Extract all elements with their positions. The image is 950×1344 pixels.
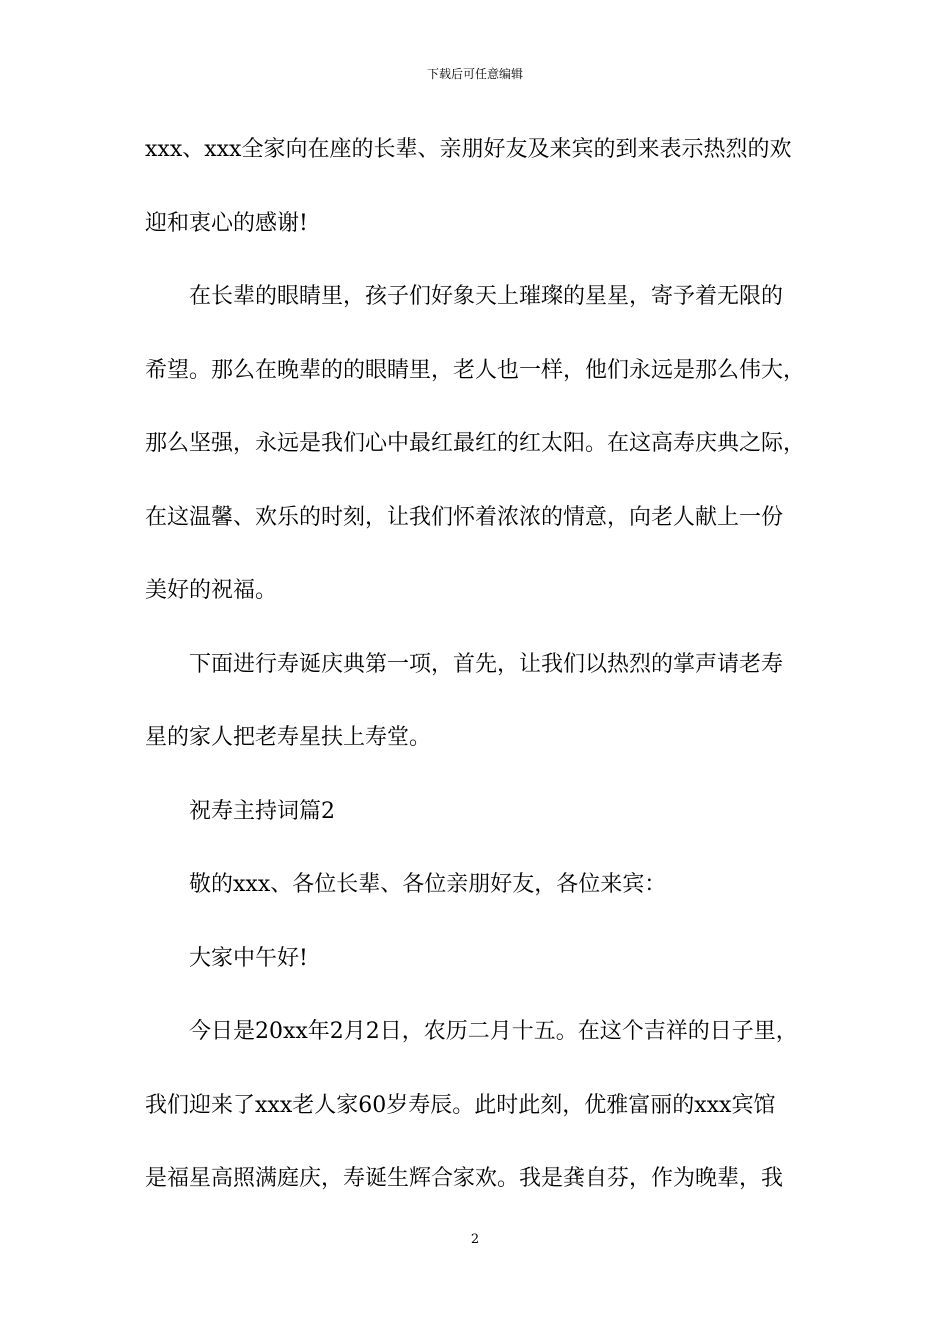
text-line: 是福星高照满庭庆，寿诞生辉合家欢。我是龚自芬，作为晚辈，我	[145, 1166, 784, 1191]
text-line: 在长辈的眼睛里，孩子们好象天上璀璨的星星，寄予着无限的	[189, 284, 784, 309]
page-number: 2	[470, 1232, 480, 1247]
text-line: 迎和衷心的感谢!	[145, 210, 308, 236]
text-line: 敬的xxx、各位长辈、各位亲朋好友，各位来宾：	[189, 872, 667, 897]
page-header: 下载后可任意编辑	[426, 67, 523, 81]
text-line: 下面进行寿诞庆典第一项，首先，让我们以热烈的掌声请老寿	[189, 651, 784, 677]
section-title: 祝寿主持词篇2	[189, 798, 335, 824]
text-line: 美好的祝福。	[145, 578, 278, 603]
text-line: 星的家人把老寿星扶上寿堂。	[145, 725, 432, 750]
text-line: 那么坚强，永远是我们心中最红最红的红太阳。在这高寿庆典之际，	[145, 431, 806, 456]
text-line: 大家中午好!	[189, 945, 308, 971]
text-line: xxx、xxx全家向在座的长辈、亲朋好友及来宾的到来表示热烈的欢	[145, 137, 792, 162]
text-line: 希望。那么在晚辈的的眼睛里，老人也一样，他们永远是那么伟大，	[145, 357, 806, 383]
text-line: 我们迎来了xxx老人家60岁寿辰。此时此刻，优雅富丽的xxx宾馆	[145, 1092, 776, 1118]
text-line: 在这温馨、欢乐的时刻，让我们怀着浓浓的情意，向老人献上一份	[145, 504, 784, 530]
text-line: 今日是20xx年2月2日，农历二月十五。在这个吉祥的日子里，	[189, 1019, 798, 1044]
document-body	[145, 130, 825, 1233]
